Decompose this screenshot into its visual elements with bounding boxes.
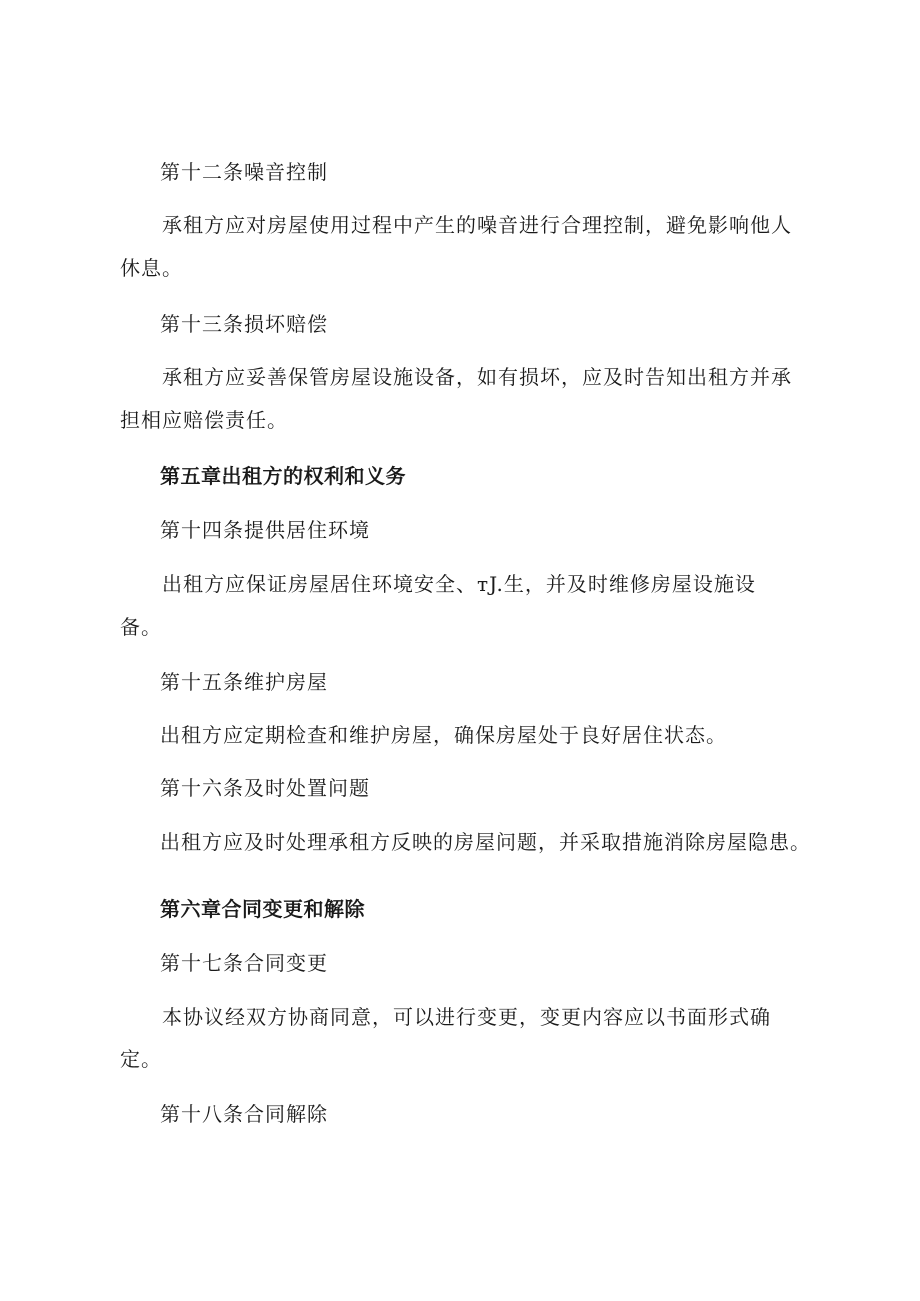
article-15-title: 第十五条维护房屋 (160, 670, 328, 694)
article-17-body-line-1: 本协议经双方协商同意，可以进行变更，变更内容应以书面形式确 (162, 1005, 771, 1029)
article-18-title: 第十八条合同解除 (160, 1102, 328, 1126)
article-13-body-line-2: 担相应赔偿责任。 (120, 408, 288, 432)
article-16-title: 第十六条及时处置问题 (160, 776, 370, 800)
article-15-body: 出租方应定期检查和维护房屋，确保房屋处于良好居住状态。 (160, 723, 727, 747)
chapter-6-heading: 第六章合同变更和解除 (160, 897, 365, 921)
article-12-body-line-2: 休息。 (120, 256, 183, 280)
article-12-title: 第十二条噪音控制 (160, 160, 328, 184)
article-13-title: 第十三条损坏赔偿 (160, 312, 328, 336)
article-14-body-line-2: 备。 (120, 615, 162, 639)
chapter-5-heading: 第五章出租方的权利和义务 (160, 464, 406, 488)
article-14-title: 第十四条提供居住环境 (160, 518, 370, 542)
article-16-body: 出租方应及时处理承租方反映的房屋问题，并采取措施消除房屋隐患。 (160, 830, 811, 854)
article-14-body-line-1: 出租方应保证房屋居住环境安全、тJ.生，并及时维修房屋设施设 (162, 572, 756, 596)
article-17-body-line-2: 定。 (120, 1047, 162, 1071)
article-17-title: 第十七条合同变更 (160, 951, 328, 975)
article-13-body-line-1: 承租方应妥善保管房屋设施设备，如有损坏，应及时告知出租方并承 (162, 365, 792, 389)
article-12-body-line-1: 承租方应对房屋使用过程中产生的噪音进行合理控制，避免影响他人 (162, 213, 792, 237)
